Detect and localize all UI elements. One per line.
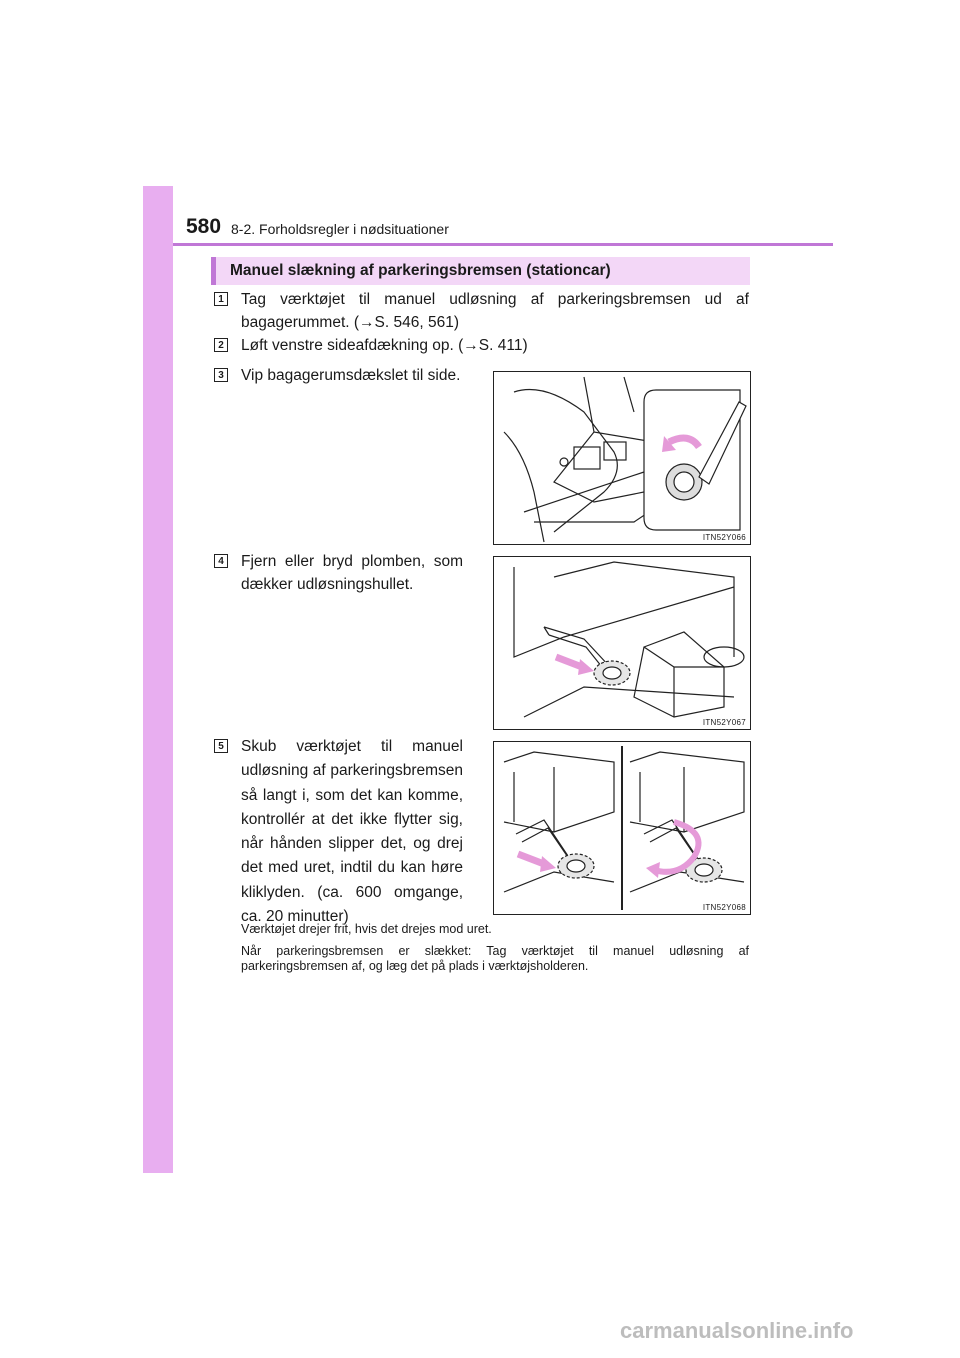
step-4-text: Fjern eller bryd plomben, som dækker udløsningshullet. [241, 553, 463, 593]
figure-code: ITN52Y068 [702, 903, 746, 912]
header-rule [173, 243, 833, 246]
note-after-release: Når parkeringsbremsen er slækket: Tag værktøjet til manuel udløsning af parkeringsbremsen af, og læg det på plads i værktøjsholderen. [241, 944, 749, 973]
figure-seal [493, 556, 751, 730]
step-4-number: 4 [214, 554, 228, 568]
chapter-side-bar [143, 186, 173, 1173]
step-1-number: 1 [214, 292, 228, 306]
step-3-text: Vip bagagerumsdækslet til side. [241, 367, 461, 384]
figure-turn-tool [493, 741, 751, 915]
figure-code: ITN52Y066 [702, 533, 746, 542]
trunk-cover-illustration [494, 372, 750, 544]
figure-code: ITN52Y067 [702, 718, 746, 727]
turn-tool-illustration [494, 742, 750, 914]
footer-watermark: carmanualsonline.info [620, 1318, 854, 1343]
step-3-number: 3 [214, 368, 228, 382]
figure-trunk-cover [493, 371, 751, 545]
note-counterclockwise: Værktøjet drejer frit, hvis det drejes mod uret. [241, 922, 492, 936]
page-number: 580 [186, 215, 222, 238]
section-heading: Manuel slækning af parkeringsbremsen (stationcar) [211, 257, 750, 285]
step-2-number: 2 [214, 338, 228, 352]
step-1-text: Tag værktøjet til manuel udløsning af parkeringsbremsen ud af bagagerummet. (→S. 546, 561) [241, 291, 749, 331]
chapter-title: 8-2. Forholdsregler i nødsituationer [231, 221, 449, 237]
seal-illustration [494, 557, 750, 729]
step-5-text: Skub værktøjet til manuel udløsning af parkeringsbremsen så langt i, som det kan komme, kontrollér at det ikke flytter sig, når hånden slipper det, og drej det med uret, indtil du kan høre kliklyden. (ca. 600 omgange, ca. 20 minutter) [241, 738, 463, 926]
step-2-text: Løft venstre sideafdækning op. (→S. 411) [241, 337, 528, 354]
step-5-number: 5 [214, 739, 228, 753]
